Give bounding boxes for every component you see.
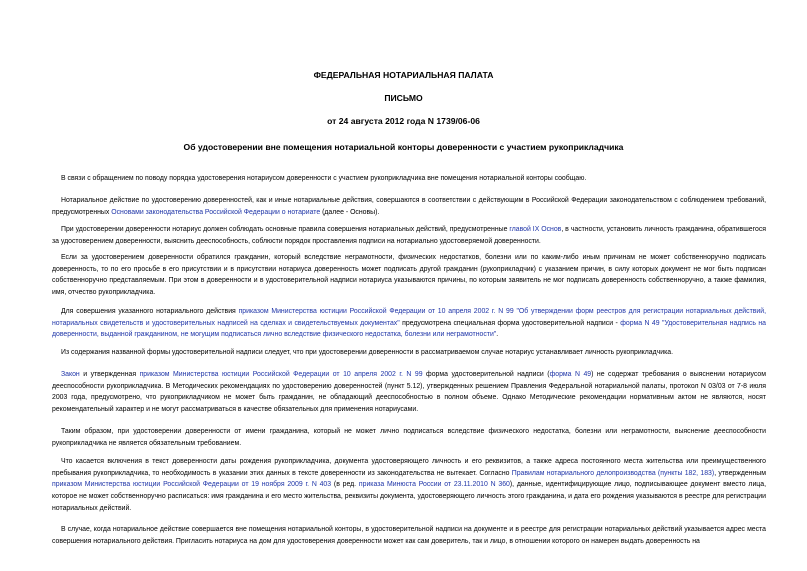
paragraph-3 bbox=[52, 224, 766, 247]
link-records-rules[interactable]: Правилам нотариального делопроизводства (пункты 182, 183) bbox=[511, 469, 715, 477]
paragraph-6 bbox=[52, 347, 766, 359]
paragraph-9-text-b: , утвержденным bbox=[714, 469, 766, 477]
doc-title: Об удостоверении вне помещения нотариальной конторы доверенности с участием рукоприкладчика bbox=[183, 142, 624, 152]
link-order-360[interactable]: приказа Минюста России от 23.11.2010 N 360 bbox=[358, 481, 510, 489]
doc-type: ПИСЬМО bbox=[384, 93, 423, 103]
paragraph-5 bbox=[52, 306, 766, 341]
link-chapter-ix[interactable]: главой IX Основ bbox=[509, 226, 562, 233]
paragraph-3-text-b: , в частности, установить личность гражданина, обратившегося за удостоверением доверенности, выяснить дееспособность, соблюсти порядок проставления подписи на нотариально удостоверяемой доверенности. bbox=[52, 226, 766, 245]
paragraph-8-text: Таким образом, при удостоверении доверенности от имени гражданина, который не может лично подписаться вследствие физического недостатка, болезни или неграмотности, выяснение дееспособности рукоприкладчика не является обязательным требованием. bbox=[52, 428, 766, 447]
paragraph-7 bbox=[52, 369, 766, 416]
org-name: ФЕДЕРАЛЬНАЯ НОТАРИАЛЬНАЯ ПАЛАТА bbox=[313, 70, 494, 80]
link-order-99[interactable]: приказом Министерства юстиции Российской Федерации от 10 апреля 2002 г. N 99 "Об утверждении форм реестров для регистрации нотариальных действий, нотариальных свидетельств и удостоверительных надписей на сделках и свидетельствуемых документах" bbox=[52, 308, 767, 327]
paragraph-9-text-c: (в ред. bbox=[331, 481, 359, 489]
paragraph-10-text: В случае, когда нотариальное действие совершается вне помещения нотариальной конторы, в удостоверительной надписи на документе и в реестре для регистрации нотариальных действий указывается адрес места совершения нотариального действия. Пригласить нотариуса на дом для удостоверения доверенности может как сам доверитель, так и лицо, в отношении которого он намерен выдать доверенность на bbox=[52, 526, 766, 545]
paragraph-3-text-a: При удостоверении доверенности нотариус должен соблюдать основные правила совершения нотариальных действий, предусмотренные bbox=[61, 226, 510, 233]
paragraph-1 bbox=[52, 173, 766, 185]
link-form-49-short[interactable]: форма N 49 bbox=[549, 371, 592, 378]
paragraph-10 bbox=[52, 524, 766, 547]
paragraph-4-text: Если за удостоверением доверенности обратился гражданин, который вследствие неграмотности, физических недостатков, болезни или по каким-либо иным причинам не может собственноручно подписать доверенность, то по его просьбе в его присутствии и в присутствии нотариуса доверенность может подписать другой гражданин (рукоприкладчик) с указанием причин, в силу которых документ не мог быть подписан собственноручно представляемым. При этом в доверенности и в удостоверительной надписи нотариуса указываются причины, по которым заявитель не мог подписать доверенность собственноручно, а также фамилия, имя, отчество рукоприкладчика. bbox=[52, 254, 766, 297]
paragraph-1-text: В связи с обращением по поводу порядка удостоверения нотариусом доверенности с участием рукоприкладчика вне помещения нотариальной конторы сообщаю. bbox=[61, 175, 587, 182]
paragraph-7-text-b: форма удостоверительной надписи ( bbox=[422, 371, 550, 378]
link-form-49[interactable]: форма N 49 "Удостоверительная надпись на доверенности, выданной гражданином, не могущим подписаться лично вследствие физического недостатка, болезни или неграмотности" bbox=[52, 319, 766, 339]
paragraph-8 bbox=[52, 426, 766, 449]
paragraph-7-text-a: и утвержденная bbox=[79, 371, 140, 378]
paragraph-2 bbox=[52, 195, 766, 218]
paragraph-9 bbox=[52, 456, 766, 515]
link-law[interactable]: Закон bbox=[61, 371, 80, 378]
link-order-99-short[interactable]: приказом Министерства юстиции Российской Федерации от 10 апреля 2002 г. N 99 bbox=[139, 371, 423, 378]
paragraph-5-text-c: . bbox=[496, 331, 499, 339]
paragraph-9-text-a: Что касается включения в текст доверенности даты рождения рукоприкладчика, документа удостоверяющего личность и его реквизитов, а также адреса постоянного места жительства или преимущественного пребывания рукоприкладчика, то необходимость в указании этих данных в тексте доверенности из законодательства не вытекает. Согласно bbox=[52, 458, 766, 477]
paragraph-4 bbox=[52, 252, 766, 299]
paragraph-2-text-a: Нотариальное действие по удостоверению доверенностей, как и иные нотариальные действия, совершаются в соответствии с действующим в Российской Федерации законодательством с соблюдением требований, предусмотренных bbox=[52, 197, 766, 216]
paragraph-5-text-a: Для совершения указанного нотариального действия bbox=[61, 308, 239, 315]
link-notary-law[interactable]: Основами законодательства Российской Федерации о нотариате bbox=[111, 208, 321, 216]
paragraph-7-text-c: ) не содержат требования о выяснении нотариусом дееспособности рукоприкладчика. В Методических рекомендациях по удостоверению доверенностей (пункт 5.12), утвержденных решением Правления Федеральной нотариальной палаты, протокол N 03/03 от 7-8 июля 2003 года, предусмотрено, что рукоприкладчиком не может быть гражданин, не обладающий дееспособностью в полном объеме. Однако Методические рекомендации нормативным актом не являются, носят рекомендательный характер и не могут рассматриваться в качестве обязательных для применения нотариусами. bbox=[52, 371, 766, 414]
link-order-403[interactable]: приказом Министерства юстиции Российской Федерации от 19 ноября 2009 г. N 403 bbox=[52, 481, 332, 489]
paragraph-9-text-d: ), данные, идентифицирующие лицо, подписывающее документ вместо лица, которое не может собственноручно расписаться: имя гражданина и его место жительства, реквизиты документа, удостоверяющего личность этого гражданина, и дата его рождения указываются в реестре для регистрации нотариальных действий. bbox=[52, 481, 766, 512]
paragraph-2-text-b: (далее - Основы). bbox=[320, 208, 380, 216]
paragraph-6-text: Из содержания названной формы удостоверительной надписи следует, что при удостоверении доверенности в рассматриваемом случае нотариус устанавливает личность рукоприкладчика. bbox=[61, 349, 673, 356]
paragraph-5-text-b: предусмотрена специальная форма удостоверительной надписи - bbox=[399, 319, 621, 327]
doc-date: от 24 августа 2012 года N 1739/06-06 bbox=[327, 116, 480, 126]
